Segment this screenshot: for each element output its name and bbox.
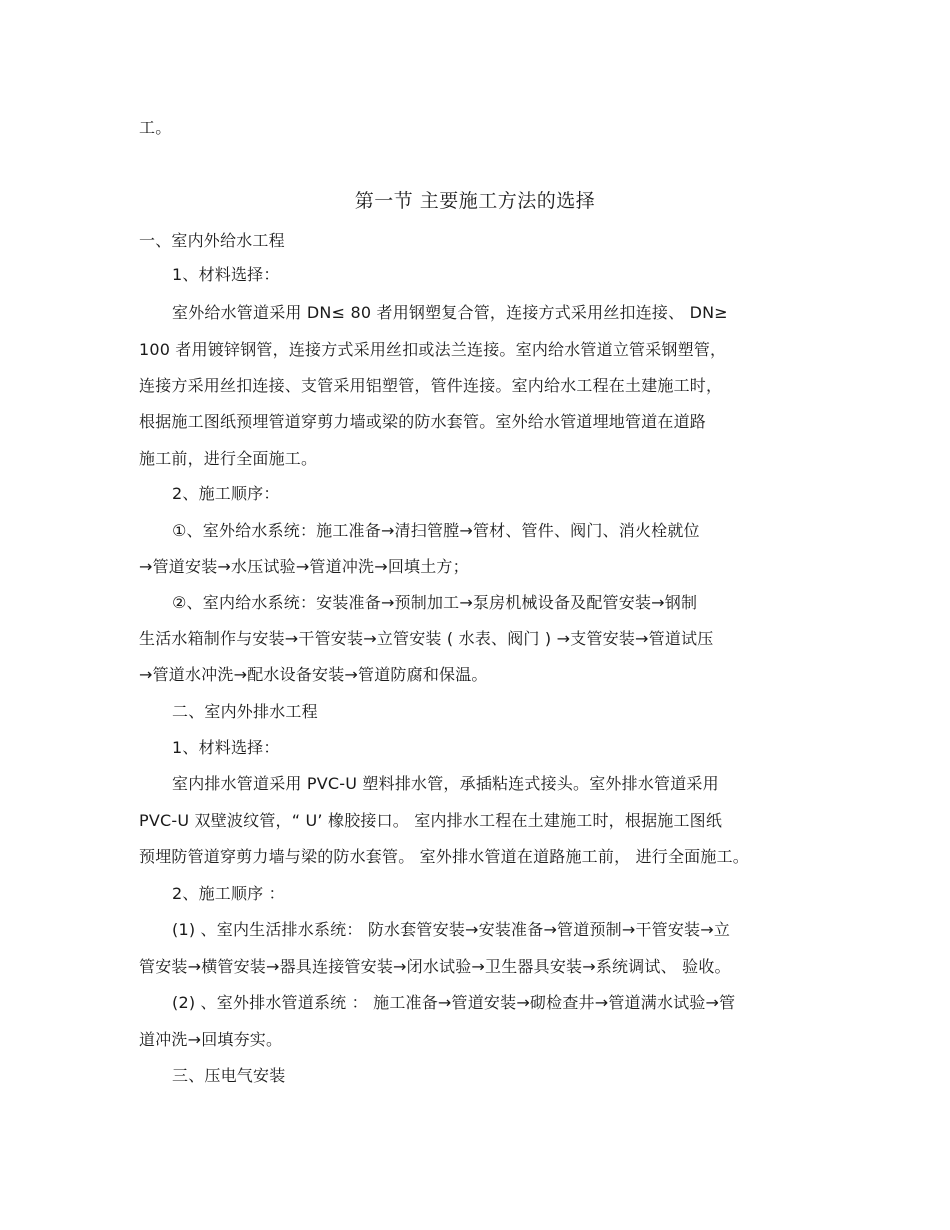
heading-electrical: 三、压电气安装 — [172, 1066, 286, 1085]
paragraph-line: 生活水箱制作与安装→干管安装→立管安装 ( 水表、阀门 ) →支管安装→管道试压 — [139, 629, 714, 648]
paragraph-line: →管道安装→水压试验→管道冲洗→回填土方； — [139, 557, 469, 576]
subheading-sequence: 2、施工顺序 ： — [172, 884, 285, 903]
paragraph-line: 预埋防管道穿剪力墙与梁的防水套管。 室外排水管道在道路施工前， 进行全面施工。 — [139, 847, 749, 866]
paragraph-line: (1) 、室内生活排水系统： 防水套管安装→安装准备→管道预制→干管安装→立 — [172, 920, 731, 939]
paragraph-line: PVC-U 双壁波纹管，“ U’ 橡胶接口。 室内排水工程在土建施工时，根据施工图纸 — [139, 811, 723, 830]
paragraph-line: ②、室内给水系统：安装准备→预制加工→泵房机械设备及配管安装→钢制 — [172, 593, 698, 612]
paragraph-line: (2) 、室外排水管道系统 ： 施工准备→管道安装→砌检查井→管道满水试验→管 — [172, 993, 736, 1012]
subheading-sequence: 2、施工顺序： — [172, 484, 280, 503]
paragraph-line: 100 者用镀锌钢管，连接方式采用丝扣或法兰连接。室内给水管道立管采钢塑管， — [139, 340, 727, 359]
continuation-text: 工。 — [139, 118, 172, 137]
paragraph-line: 连接方采用丝扣连接、支管采用铝塑管，管件连接。室内给水工程在土建施工时， — [139, 376, 723, 395]
paragraph-line: 根据施工图纸预埋管道穿剪力墙或梁的防水套管。室外给水管道埋地管道在道路 — [139, 412, 707, 431]
section-title: 第一节 主要施工方法的选择 — [354, 190, 596, 212]
heading-drainage: 二、室内外排水工程 — [172, 702, 318, 721]
subheading-material: 1、材料选择： — [172, 265, 280, 284]
paragraph-line: 室内排水管道采用 PVC-U 塑料排水管，承插粘连式接头。室外排水管道采用 — [172, 774, 719, 793]
paragraph-line: →管道水冲洗→配水设备安装→管道防腐和保温。 — [139, 665, 488, 684]
paragraph-line: 室外给水管道采用 DN≤ 80 者用钢塑复合管，连接方式采用丝扣连接、 DN≥ — [172, 303, 728, 322]
paragraph-line: 施工前，进行全面施工。 — [139, 449, 318, 468]
paragraph-line: ①、室外给水系统：施工准备→清扫管膛→管材、管件、阀门、消火栓就位 — [172, 521, 700, 540]
heading-water-supply: 一、室内外给水工程 — [139, 231, 285, 250]
paragraph-line: 管安装→横管安装→器具连接管安装→闭水试验→卫生器具安装→系统调试、 验收。 — [139, 957, 731, 976]
subheading-material: 1、材料选择： — [172, 738, 280, 757]
paragraph-line: 道冲洗→回填夯实。 — [139, 1030, 283, 1049]
